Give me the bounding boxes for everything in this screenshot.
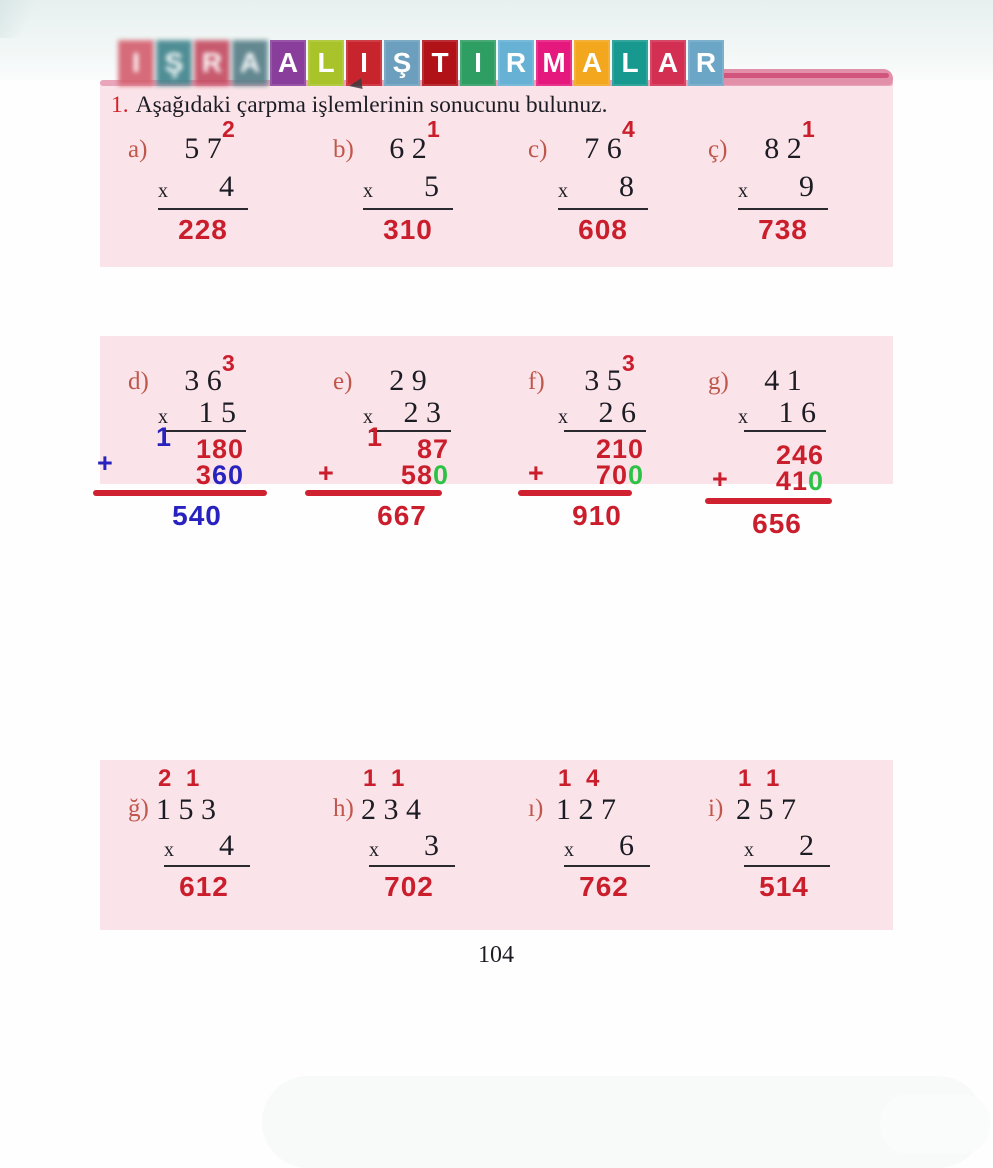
- times-sign: x: [158, 406, 168, 428]
- times-sign: x: [738, 180, 748, 202]
- equals-line: [738, 208, 828, 210]
- multiplier: 4: [219, 170, 234, 203]
- times-sign: x: [738, 406, 748, 428]
- page-number: 104: [478, 942, 514, 968]
- title-letter-tile: A: [574, 40, 610, 86]
- plus-sign: +: [318, 458, 334, 488]
- problem-label: c): [528, 136, 548, 163]
- carry-digit: 2: [222, 116, 235, 142]
- carry-digit: 3: [622, 350, 635, 376]
- partial-product-digit: 0: [611, 460, 628, 490]
- times-sign: x: [369, 839, 379, 861]
- times-sign: x: [564, 839, 574, 861]
- problem-label: g): [708, 368, 729, 395]
- sum-line: [518, 490, 632, 496]
- times-sign: x: [363, 180, 373, 202]
- instruction-text: Aşağıdaki çarpma işlemlerinin sonucunu bulunuz.: [135, 92, 608, 118]
- product: 608: [578, 214, 628, 245]
- final-product: 540: [172, 500, 222, 531]
- instruction-number: 1.: [111, 92, 129, 118]
- product: 612: [179, 871, 229, 902]
- equals-line: [158, 208, 248, 210]
- partial-product-digit: 0: [627, 460, 644, 490]
- title-letter-tile: Ş: [384, 40, 420, 86]
- carry-digit: 4: [622, 116, 635, 142]
- sum-line: [305, 490, 442, 496]
- equals-line: [164, 865, 250, 867]
- partial-product-digit: 0: [432, 460, 449, 490]
- times-sign: x: [363, 406, 373, 428]
- addition-carry-digit: 1: [367, 422, 383, 452]
- partial-product-2: [361, 460, 449, 491]
- multiplier-row: [164, 831, 248, 861]
- title-letter-tile: I: [460, 40, 496, 86]
- multiplicand: 2 9: [389, 364, 427, 397]
- partial-product-digit: 3: [195, 460, 212, 490]
- multiplication-problem: [128, 116, 252, 246]
- multiplication-problem: [128, 765, 252, 905]
- partial-product-digit: 8: [416, 460, 433, 490]
- times-sign: x: [744, 839, 754, 861]
- multiplier-row: [738, 398, 828, 428]
- problem-label: a): [128, 136, 148, 163]
- multiplier: 6: [619, 829, 634, 862]
- problem-label: b): [333, 136, 354, 163]
- multiplier: 1 5: [198, 396, 236, 429]
- multiplication-problem: [333, 765, 457, 905]
- multiplicand: 4 1: [764, 364, 802, 397]
- problem-label: ı): [528, 795, 544, 822]
- partial-product-digit: 7: [595, 460, 612, 490]
- title-letter-tile-ghost: Ş: [156, 40, 192, 86]
- multiplicand: 5 7: [184, 132, 222, 165]
- multiplier: 2: [799, 829, 814, 862]
- final-product: 656: [752, 508, 802, 539]
- multiplier: 9: [799, 170, 814, 203]
- multiplicand: 3 5: [584, 364, 622, 397]
- multiplier-row: [158, 172, 248, 202]
- multiplicand: 1 2 7: [556, 793, 616, 826]
- sum-line: [705, 498, 832, 504]
- product: 310: [383, 214, 433, 245]
- equals-line: [744, 865, 830, 867]
- partial-product-digit: 6: [211, 460, 228, 490]
- multiplier-row: [744, 831, 828, 861]
- multiplicand: 6 2: [389, 132, 427, 165]
- product: 738: [758, 214, 808, 245]
- carry-digits: 1 4: [558, 765, 604, 792]
- problem-label: ğ): [128, 795, 149, 822]
- multiplicand: 2 3 4: [361, 793, 421, 826]
- multiplicand: 8 2: [764, 132, 802, 165]
- carry-digit: 3: [222, 350, 235, 376]
- problem-label: h): [333, 795, 354, 822]
- problem-label: e): [333, 368, 353, 395]
- partial-product-2: [736, 466, 824, 497]
- partial-product-2: [156, 460, 244, 491]
- title-letter-tile: A: [270, 40, 306, 86]
- multiplier: 8: [619, 170, 634, 203]
- partial-product-2: [556, 460, 644, 491]
- equals-line: [558, 208, 648, 210]
- equals-line: [363, 208, 453, 210]
- equals-line: [164, 430, 246, 432]
- final-product: 667: [377, 500, 427, 531]
- equals-line: [564, 865, 650, 867]
- equals-line: [744, 430, 826, 432]
- page-corner-shadow: [0, 0, 52, 38]
- scan-blob: [262, 1076, 984, 1168]
- product: 228: [178, 214, 228, 245]
- title-brush-stripe-core: [714, 73, 889, 78]
- carry-digit: 1: [427, 116, 440, 142]
- plus-sign: +: [712, 464, 728, 494]
- title-letter-tile: R: [498, 40, 534, 86]
- multiplier-row: [564, 831, 648, 861]
- carry-digits: 1 1: [363, 765, 409, 792]
- partial-product-digit: 1: [791, 466, 808, 496]
- equals-line: [369, 865, 455, 867]
- carry-digits: 2 1: [158, 765, 204, 792]
- product: 514: [759, 871, 809, 902]
- multiplication-problem: [333, 116, 457, 246]
- product: 702: [384, 871, 434, 902]
- title-letter-tile: A: [650, 40, 686, 86]
- partial-product-digit: 4: [775, 466, 792, 496]
- multiplier: 2 6: [598, 396, 636, 429]
- page-title-tiles: [118, 40, 724, 86]
- title-letter-tile: M: [536, 40, 572, 86]
- multiplier: 3: [424, 829, 439, 862]
- carry-digits: 1 1: [738, 765, 784, 792]
- partial-product-digit: 0: [227, 460, 244, 490]
- multiplicand: 3 6: [184, 364, 222, 397]
- multiplication-problem: [97, 350, 252, 540]
- instruction-line: [111, 92, 607, 119]
- title-letter-tile-ghost: I: [118, 40, 154, 86]
- multiplication-problem: [318, 350, 457, 540]
- multiplication-problem: [708, 765, 832, 905]
- title-letter-tile: L: [612, 40, 648, 86]
- partial-product-digit: 5: [400, 460, 417, 490]
- multiplicand: 2 5 7: [736, 793, 796, 826]
- multiplier: 5: [424, 170, 439, 203]
- problem-label: d): [128, 368, 149, 395]
- multiplication-problem: [528, 116, 652, 246]
- multiplier-row: [558, 172, 648, 202]
- sum-line: [93, 490, 267, 496]
- multiplier-row: [369, 831, 453, 861]
- title-letter-tile-ghost: A: [232, 40, 268, 86]
- title-brush-stripe: [710, 69, 893, 85]
- multiplier-row: [558, 398, 648, 428]
- multiplier: 4: [219, 829, 234, 862]
- title-letter-tile-ghost: R: [194, 40, 230, 86]
- equals-line: [564, 430, 646, 432]
- multiplier-row: [738, 172, 828, 202]
- multiplier: 1 6: [778, 396, 816, 429]
- plus-sign: +: [97, 448, 113, 478]
- multiplication-problem: [528, 765, 652, 905]
- title-letter-tile: R: [688, 40, 724, 86]
- multiplication-problem: [708, 350, 832, 540]
- times-sign: x: [158, 180, 168, 202]
- addition-carry-digit: 1: [156, 422, 172, 452]
- times-sign: x: [558, 180, 568, 202]
- multiplication-problem: [528, 350, 652, 540]
- title-letter-tile: T: [422, 40, 458, 86]
- problem-label: f): [528, 368, 545, 395]
- product: 762: [579, 871, 629, 902]
- title-letter-tile: L: [308, 40, 344, 86]
- problem-label: ç): [708, 136, 728, 163]
- partial-product-1: 180: [195, 434, 244, 464]
- partial-product-1: 87: [416, 434, 449, 464]
- partial-product-1: 246: [775, 440, 824, 470]
- multiplier-row: [158, 398, 248, 428]
- scan-blob: [880, 1094, 990, 1154]
- multiplicand: 1 5 3: [156, 793, 216, 826]
- partial-product-1: 210: [595, 434, 644, 464]
- title-letter-tile: I: [346, 40, 382, 86]
- times-sign: x: [164, 839, 174, 861]
- partial-product-digit: 0: [807, 466, 824, 496]
- final-product: 910: [572, 500, 622, 531]
- multiplier-row: [363, 172, 453, 202]
- multiplicand: 7 6: [584, 132, 622, 165]
- problem-label: i): [708, 795, 724, 822]
- multiplier: 2 3: [403, 396, 441, 429]
- carry-digit: 1: [802, 116, 815, 142]
- times-sign: x: [558, 406, 568, 428]
- plus-sign: +: [528, 458, 544, 488]
- multiplication-problem: [708, 116, 832, 246]
